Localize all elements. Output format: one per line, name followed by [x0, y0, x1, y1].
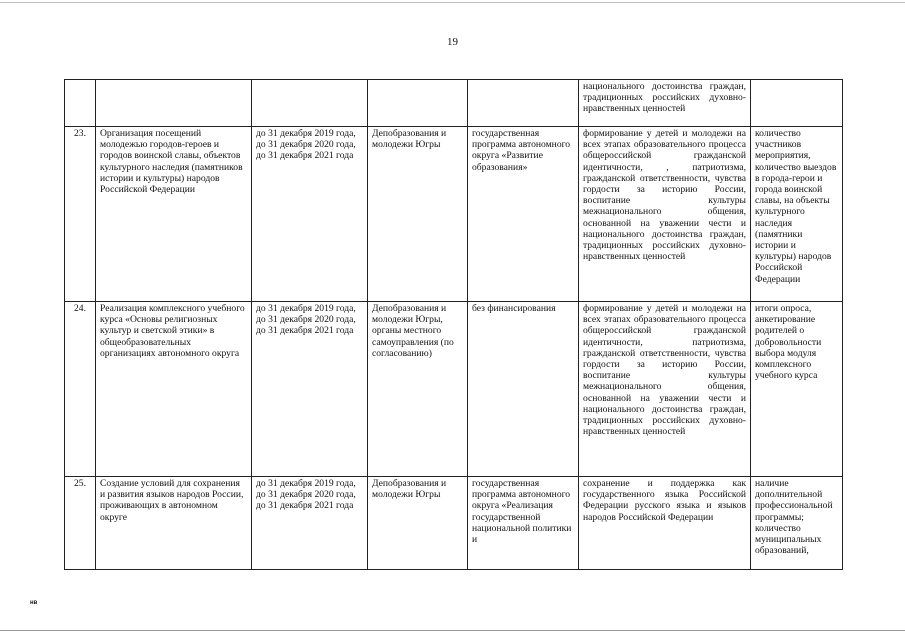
table-row [65, 127, 843, 302]
funding-cell: без финансирования [468, 302, 579, 477]
result-cell: сохранение и поддержка как государственного языка Российской Федерации русского языка и языков народов Российской Федерации [579, 477, 751, 570]
table-row [65, 477, 843, 570]
action-plan-table [64, 79, 843, 570]
event-cell: Создание условий для сохранения и развития языков народов России, проживающих в автономном округе [96, 477, 252, 570]
deadline-cell: до 31 декабря 2019 года, до 31 декабря 2020 года, до 31 декабря 2021 года [252, 302, 368, 477]
funding-cell [468, 80, 579, 127]
footer-mark: нв [30, 600, 38, 606]
funding-cell: государственная программа автономного округа «Реализация государственной национальной политики и [468, 477, 579, 570]
scan-edge-top [0, 2, 905, 3]
deadline-cell: до 31 декабря 2019 года, до 31 декабря 2020 года, до 31 декабря 2021 года [252, 477, 368, 570]
funding-cell: государственная программа автономного округа «Развитие образования» [468, 127, 579, 302]
executor-cell: Депобразования и молодежи Югры [368, 477, 468, 570]
executor-cell [368, 80, 468, 127]
event-cell: Реализация комплексного учебного курса «Основы религиозных культур и светской этики» в общеобразовательных организациях автономного округа [96, 302, 252, 477]
indicator-cell: наличие дополнительной профессиональной программы; количество муниципальных образований, [751, 477, 843, 570]
result-cell: формирование у детей и молодежи на всех этапах образовательного процесса общероссийской гражданской идентичности, , патриотизма, гражданской ответственности, чувства гордости за историю России, воспитание культуры межнационального общения, основанной на уважении чести и национального достоинства граждан, традиционных российских духовно-нравственных ценностей [579, 127, 751, 302]
executor-cell: Депобразования и молодежи Югры [368, 127, 468, 302]
indicator-cell: итоги опроса, анкетирование родителей о добровольности выбора модуля комплексного учебного курса [751, 302, 843, 477]
page-number: 19 [447, 36, 458, 48]
scan-edge-bottom [0, 630, 905, 631]
deadline-cell [252, 80, 368, 127]
executor-cell: Депобразования и молодежи Югры, органы местного самоуправления (по согласованию) [368, 302, 468, 477]
table-row [65, 80, 843, 127]
indicator-cell: количество участников мероприятия, количество выездов в города-герои и города воинской славы, на объекты культурного наследия (памятники истории и культуры) народов Российской Федерации [751, 127, 843, 302]
row-number: 23. [65, 127, 96, 302]
table-row [65, 302, 843, 477]
deadline-cell: до 31 декабря 2019 года, до 31 декабря 2020 года, до 31 декабря 2021 года [252, 127, 368, 302]
event-cell: Организация посещений молодежью городов-героев и городов воинской славы, объектов культурного наследия (памятников истории и культуры) народов Российской Федерации [96, 127, 252, 302]
result-cell: формирование у детей и молодежи на всех этапах образовательного процесса общероссийской гражданской идентичности, патриотизма, гражданской ответственности, чувства гордости за историю России, воспитание культуры межнационального общения, основанной на уважении чести и национального достоинства граждан, традиционных российских духовно-нравственных ценностей [579, 302, 751, 477]
row-number: 25. [65, 477, 96, 570]
result-cell: национального достоинства граждан, традиционных российских духовно-нравственных ценностей [579, 80, 751, 127]
row-number [65, 80, 96, 127]
event-cell [96, 80, 252, 127]
row-number: 24. [65, 302, 96, 477]
indicator-cell [751, 80, 843, 127]
